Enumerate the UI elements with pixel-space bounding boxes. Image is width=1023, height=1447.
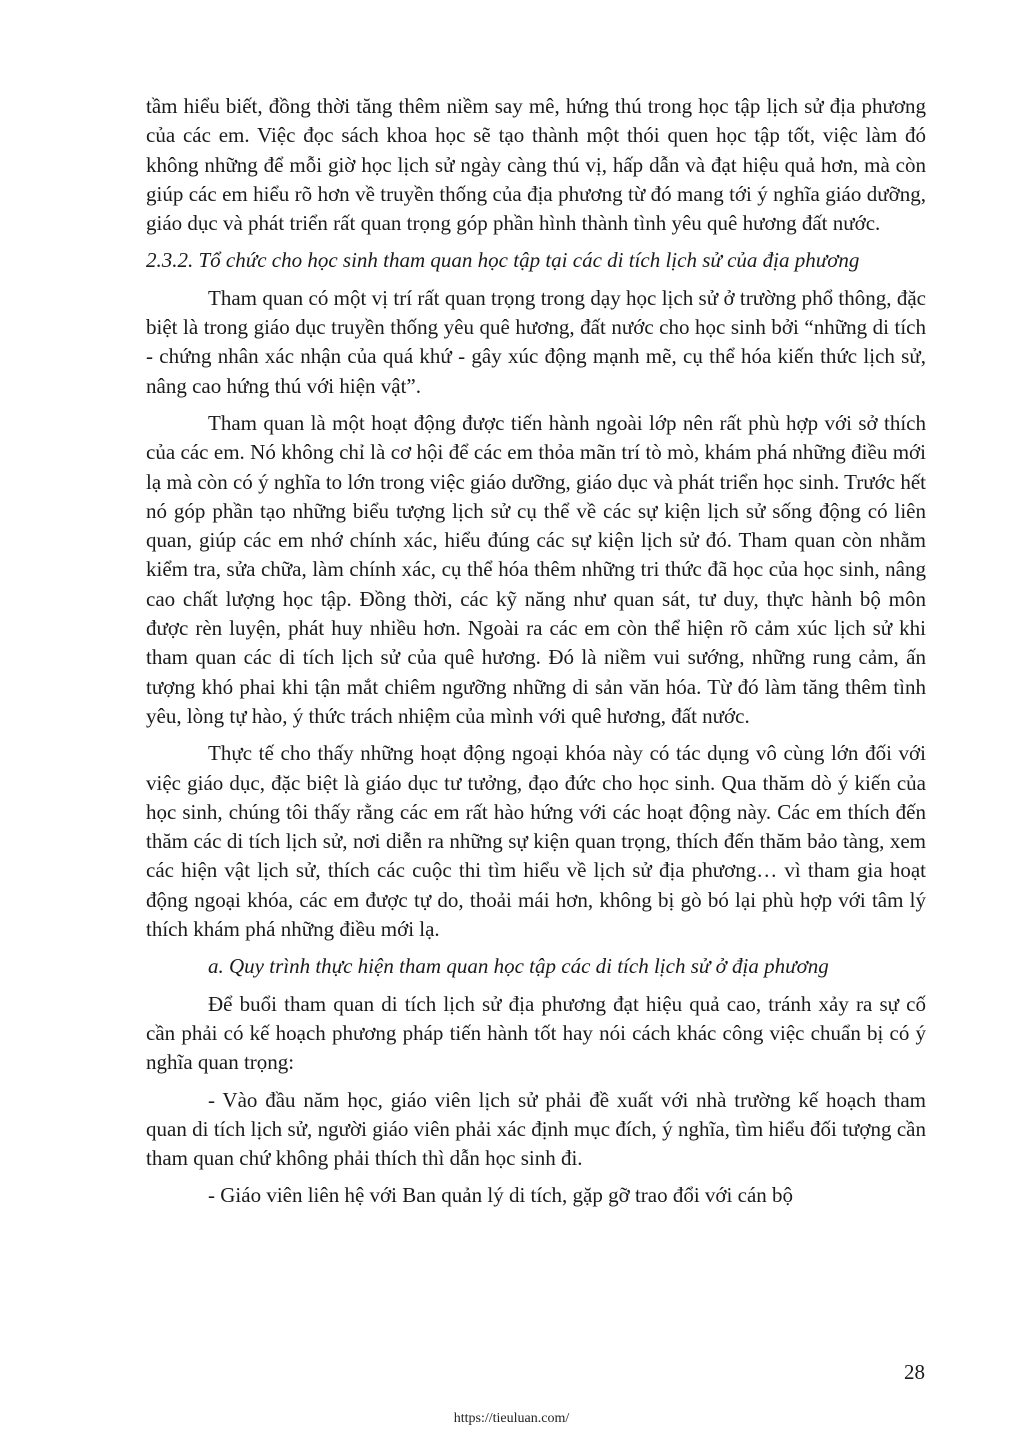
paragraph-ke-hoach: Để buổi tham quan di tích lịch sử địa phương đạt hiệu quả cao, tránh xảy ra sự cố cần phải có kế hoạch phương pháp tiến hành tốt hay nói cách khác công việc chuẩn bị có ý nghĩa quan trọng:	[146, 991, 926, 1075]
paragraph-continuation: tầm hiểu biết, đồng thời tăng thêm niềm say mê, hứng thú trong học tập lịch sử địa phương của các em. Việc đọc sách khoa học sẽ tạo thành một thói quen học tập tốt, việc làm đó không những để mỗi giờ học lịch sử ngày càng thú vị, hấp dẫn và đạt hiệu quả hơn, mà còn giúp các em hiểu rõ hơn về truyền thống của địa phương từ đó mang tới ý nghĩa giáo dưỡng, giáo dục và phát triển rất quan trọng góp phần hình thành tình yêu quê hương đất nước.	[146, 94, 926, 236]
section-heading-2-3-2: 2.3.2. Tổ chức cho học sinh tham quan học tập tại các di tích lịch sử của địa phương	[146, 248, 860, 273]
list-item-lien-he: - Giáo viên liên hệ với Ban quản lý di tích, gặp gỡ trao đổi với cán bộ	[208, 1183, 794, 1208]
footer-url: https://tieuluan.com/	[453, 1411, 570, 1426]
page-number: 28	[904, 1360, 925, 1384]
paragraph-tham-quan-hoat-dong: Tham quan là một hoạt động được tiến hành ngoài lớp nên rất phù hợp với sở thích của các em. Nó không chỉ là cơ hội để các em thỏa mãn trí tò mò, khám phá những điều mới lạ mà còn có ý nghĩa to lớn trong việc giáo dưỡng, giáo dục và phát triển học sinh. Trước hết nó góp phần tạo những biểu tượng lịch sử cụ thể về các sự kiện lịch sử sống động có liên quan, giúp các em nhớ chính xác, hiểu đúng các sự kiện lịch sử đó. Tham quan còn nhằm kiểm tra, sửa chữa, làm chính xác, cụ thể hóa thêm những tri thức đã học của học sinh, nâng cao chất lượng học tập. Đồng thời, các kỹ năng như quan sát, tư duy, thực hành bộ môn được rèn luyện, phát huy nhiều hơn. Ngoài ra các em còn thể hiện rõ cảm xúc lịch sử khi tham quan các di tích lịch sử của quê hương. Đó là niềm vui sướng, những rung cảm, ấn tượng khó phai khi tận mắt chiêm ngưỡng những di sản văn hóa. Từ đó làm tăng thêm tình yêu, lòng tự hào, ý thức trách nhiệm của mình với quê hương, đất nước.	[146, 410, 926, 728]
list-item-dau-nam-hoc: - Vào đầu năm học, giáo viên lịch sử phải đề xuất với nhà trường kế hoạch tham quan di tích lịch sử, người giáo viên phải xác định mục đích, ý nghĩa, tìm hiểu đối tượng cần tham quan chứ không phải thích thì dẫn học sinh đi.	[146, 1087, 926, 1171]
document-body	[146, 92, 926, 1219]
paragraph-tham-quan-vi-tri: Tham quan có một vị trí rất quan trọng trong dạy học lịch sử ở trường phổ thông, đặc biệt là trong giáo dục truyền thống yêu quê hương, đất nước cho học sinh bởi “những di tích - chứng nhân xác nhận của quá khứ - gây xúc động mạnh mẽ, cụ thể hóa kiến thức lịch sử, nâng cao hứng thú với hiện vật”.	[146, 285, 926, 398]
sub-heading-quy-trinh: a. Quy trình thực hiện tham quan học tập các di tích lịch sử ở địa phương	[208, 954, 829, 979]
paragraph-thuc-te: Thực tế cho thấy những hoạt động ngoại khóa này có tác dụng vô cùng lớn đối với việc giáo dục, đặc biệt là giáo dục tư tưởng, đạo đức cho học sinh. Qua thăm dò ý kiến của học sinh, chúng tôi thấy rằng các em rất hào hứng với các hoạt động này. Các em thích đến thăm các di tích lịch sử, nơi diễn ra những sự kiện quan trọng, thích đến thăm bảo tàng, xem các hiện vật lịch sử, thích các cuộc thi tìm hiểu về lịch sử địa phương… vì tham gia hoạt động ngoại khóa, các em được tự do, thoải mái hơn, không bị gò bó lại phù hợp với tâm lý thích khám phá những điều mới lạ.	[146, 741, 926, 942]
